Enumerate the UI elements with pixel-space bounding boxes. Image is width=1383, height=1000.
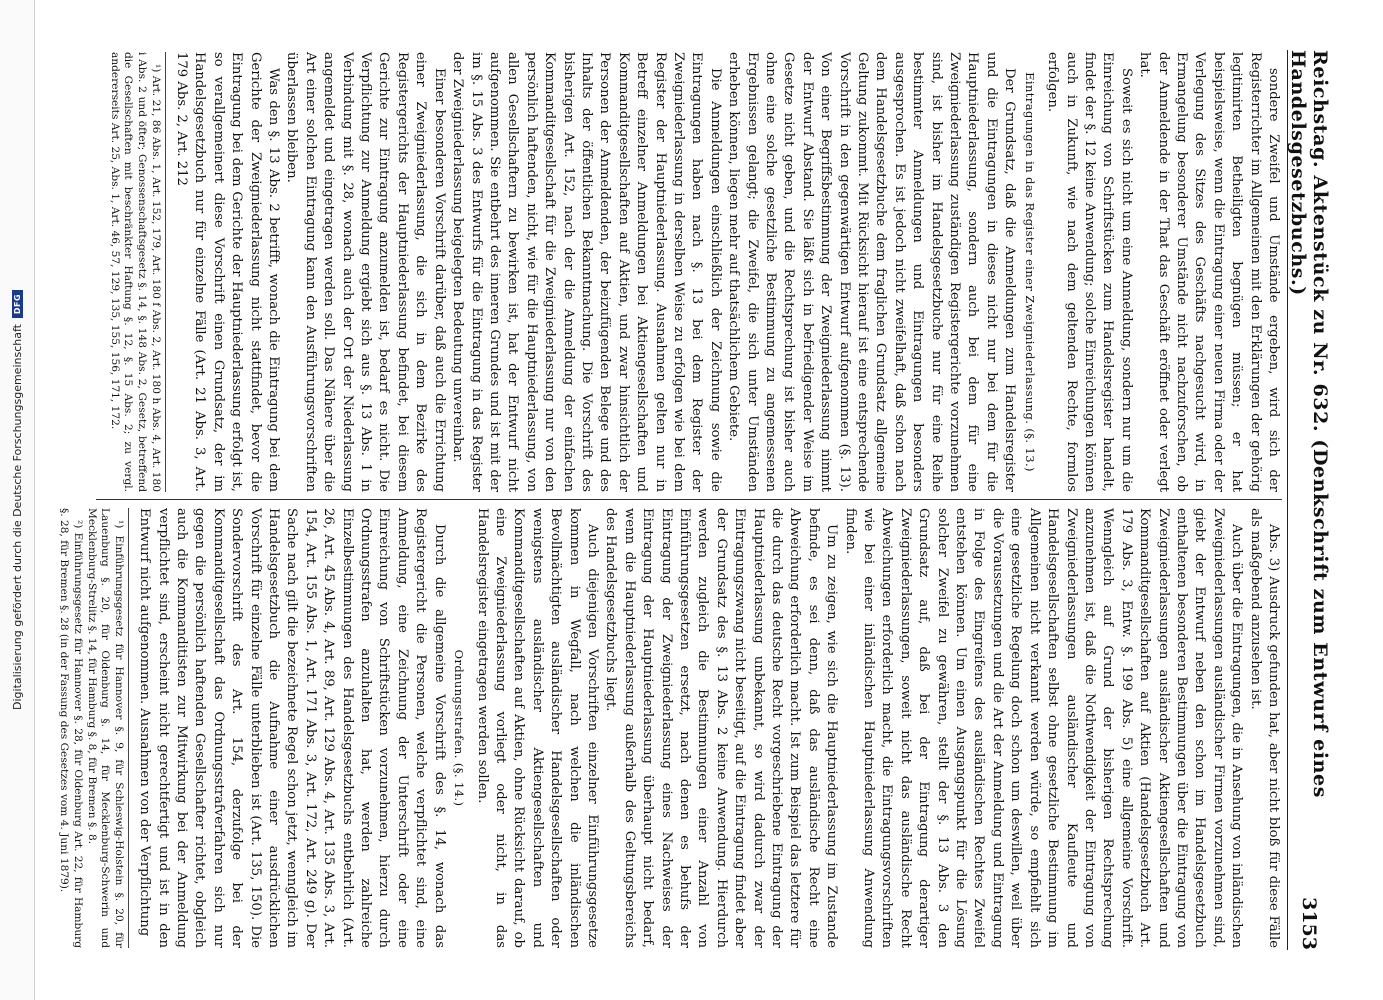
- dfg-logo: DFG: [12, 290, 23, 318]
- paragraph: Auch über die Eintragungen, die in Ansehung von inländischen Zweigniederlassungen ausländischer Firmen vorzunehmen sind, giebt der Entwurf neben den schon im Handelsgesetzbuch enthaltenen besonderen Bestimmungen über die Eintragung von Zweigniederlassungen ausländischer Aktiengesellschaften und Kommanditgesellschaften auf Aktien (Handelsgesetzbuch Art. 179 Abs. 3, Entw. §. 199 Abs. 5) eine allgemeine Vorschrift. Wenngleich auf Grund der bisherigen Rechtsprechung anzunehmen ist, daß die Nothwendigkeit der Eintragung von Zweigniederlassungen ausländischer Kaufleute und Handelsgesellschaften selbst ohne gesetzliche Bestimmung im Allgemeinen nicht verkannt werden würde, so empfiehlt sich eine gesetzliche Regelung doch schon um deswillen, weil über die Voraussetzungen und die Art der Anmeldung und Eintragung in Folge des Eingreifens des ausländischen Rechtes Zweifel entstehen können. Um einen Ausgangspunkt für die Lösung solcher Zweifel zu gewähren, stellt der §. 13 Abs. 3 den Grundsatz auf, daß bei der Eintragung derartiger Zweigniederlassungen, soweit nicht das ausländische Recht Abweichungen erforderlich macht, die Eintragungsvorschriften wie bei einer inländischen Hauptniederlassung Anwendung finden.: [842, 508, 1245, 948]
- column-divider: [96, 499, 1282, 500]
- paragraph: Durch die allgemeine Vorschrift des §. 14, wonach das Registergericht die Personen, welche verpflichtet sind, eine Anmeldung, eine Zeichnung der Unterschrift oder eine Einreichung von Schriftstücken vorzunehmen, hierzu durch Ordnungsstrafen anzuhalten hat, werden zahlreiche Einzelbestimmungen des Handelsgesetzbuchs entbehrlich (Art. 26, Art. 45 Abs. 4, Art. 89, Art. 129 Abs. 4, Art. 135 Abs. 3, Art. 154, Art. 155 Abs. 1, Art. 171 Abs. 3, Art. 172, Art. 249 g). Der Sache nach gilt die bezeichnete Regel schon jetzt, wenngleich im Handelsgesetzbuch die Aufnahme einer ausdrücklichen Vorschrift für einzelne Fälle unterblieben ist (Art. 135, 150). Die Sondervorschrift des Art. 154, derzufolge bei der Kommanditgesellschaft das Ordnungsstrafverfahren sich nur gegen die persönlich haftenden Gesellschafter richtet, obgleich auch die Kommanditisten zur Mitwirkung bei der Anmeldung verpflichtet sind, erscheint nicht gerechtfertigt und ist in den Entwurf nicht aufgenommen. Ausnahmen von der Verpflichtung: [137, 508, 447, 948]
- paragraph: Einer besonderen Vorschrift darüber, daß auch die Errichtung einer Zweigniederlassung, die sich in dem Bezirke des Registergerichts der Hauptniederlassung befindet, bei diesem Gerichte zur Eintragung anzumelden ist, bedarf es nicht. Die Verpflichtung zur Anmeldung ergiebt sich aus §. 13 Abs. 1 in Verbindung mit §. 28, wonach auch der Ort der Niederlassung angemeldet und eingetragen werden soll. Das Nähere über die Art einer solchen Eintragung kann den Ausführungsvorschriften überlassen bleiben.: [284, 52, 447, 492]
- funding-credit: Digitalisierung gefördert durch die Deutsche Forschungsgemeinschaft: [10, 324, 24, 710]
- footnotes: [57, 508, 129, 948]
- paragraph: Der Grundsatz, daß die Anmeldungen zum Handelsregister und die Eintragungen in dieses nicht nur bei dem für die Hauptniederlassung, sondern auch bei dem für eine Zweigniederlassung zuständigen Registergerichte vorzunehmen sind, ist bisher im Handelsgesetzbuche nur für eine Reihe bestimmter Anmeldungen und Eintragungen besonders ausgesprochen. Es ist jedoch nicht zweifelhaft, daß schon nach dem Handelsgesetzbuche dem fraglichen Grundsatz allgemeine Geltung zukommt. Mit Rücksicht hierauf ist eine entsprechende Vorschrift in den gegenwärtigen Entwurf aufgenommen (§. 13). Von einer Begriffsbestimmung der Zweigniederlassung nimmt der Entwurf Abstand. Sie läßt sich in befriedigender Weise im Gesetze nicht geben, und die Rechtsprechung ist bisher auch ohne eine solche gesetzliche Bestimmung zu angemessenen Ergebnissen gelangt; die Zweifel, die sich unter Umständen erheben können, liegen mehr auf thatsächlichem Gebiete.: [726, 52, 1018, 492]
- running-head: [1287, 50, 1331, 950]
- paragraph: sondere Zweifel und Umstände ergeben, wird sich der Registerrichter im Allgemeinen mit den Erklärungen der gehörig legitimirten Betheiligten begnügen müssen; er hat beispielsweise, wenn die Eintragung einer neuen Firma oder der Verlegung des Sitzes des Geschäfts nachgesucht wird, in Ermangelung besonderer Umstände nicht nachzuforschen, ob der Anmeldende in der That das Geschäft eröffnet oder verlegt hat.: [1137, 52, 1281, 492]
- page-content: [58, 30, 1334, 970]
- right-column: [58, 508, 1282, 948]
- left-column: [96, 52, 1282, 492]
- digitization-sidebar: [0, 0, 35, 1000]
- scanned-page: [58, 30, 1334, 970]
- paragraph: Auch diejenigen Vorschriften einzelner Einführungsgesetze kommen in Wegfall, nach welchen die inländischen Bevollmächtigten ausländischer Handelsgesellschaften oder wenigstens ausländischer Aktiengesellschaften und Kommanditgesellschaften auf Aktien, ohne Rücksicht darauf, ob eine Zweigniederlassung vorliegt oder nicht, in das Handelsregister eingetragen werden sollen.: [474, 508, 600, 948]
- paragraph: Die Anmeldungen einschließlich der Zeichnung sowie die Eintragungen haben nach §. 13 bei dem Register der Zweigniederlassung in derselben Weise zu erfolgen wie bei dem Register der Hauptniederlassung. Ausnahmen gelten nur in Betreff einzelner Anmeldungen bei Aktiengesellschaften und Kommanditgesellschaften auf Aktien, und zwar hinsichtlich der Personen der Anmeldenden, der beizufügenden Belege und des Inhalts der öffentlichen Bekanntmachung. Die Vorschrift des bisherigen Art. 152, nach der die Anmeldung der einfachen Kommanditgesellschaft für die Zweigniederlassung nur von den persönlich haftenden, nicht, wie für die Hauptniederlassung, von allen Gesellschaftern zu bewirken ist, hat der Entwurf nicht aufgenommen. Sie entbehrt des inneren Grundes und ist mit der im §. 15 Abs. 3 des Entwurfs für die Eintragung in das Register der Zweigniederlassung beigelegten Bedeutung unvereinbar.: [450, 52, 723, 492]
- paragraph: Abs. 3) Ausdruck gefunden hat, aber nicht bloß für diese Fälle als maßgebend anzusehen ist.: [1247, 508, 1281, 948]
- footnotes: [107, 52, 165, 492]
- page-number: 3153: [1298, 897, 1320, 950]
- running-head-title: Reichstag. Aktenstück zu Nr. 632. (Denkschrift zum Entwurf eines Handelsgesetzbuchs.): [1287, 50, 1331, 799]
- sidebar-credit-line: [8, 30, 26, 970]
- footnote: ¹) Einführungsgesetz für Hannover §. 9, für Schleswig-Holstein §. 20, für Lauenburg §. 20, für Oldenburg §. 14, für Mecklenburg-Schwerin und Mecklenburg-Strelitz §. 14, für Hamburg §. 8, für Bremen §. 8.: [85, 508, 125, 948]
- paragraph: Soweit es sich nicht um eine Anmeldung, sondern nur um die Einreichung von Schriftstücken zum Handelsregister handelt, findet der §. 12 keine Anwendung; solche Einreichungen können auch in Zukunft, wie nach dem geltenden Rechte, formlos erfolgen.: [1045, 52, 1134, 492]
- section-heading: Eintragungen in das Register einer Zweigniederlassung. (§. 13.): [1022, 72, 1037, 472]
- footnote: ²) Einführungsgesetz für Hannover §. 28, für Oldenburg Art. 22, für Hamburg §. 28, für Bremen §. 28 (in der Fassung des Gesetzes vom 4. Juni 1879).: [58, 508, 85, 948]
- section-heading: Ordnungsstrafen. (§. 14.): [452, 649, 467, 807]
- footnote: ¹) Art. 21, 86 Abs. 1, Art. 152, 179, Art. 180 f Abs. 2, Art. 180 h Abs. 4, Art. 180 i Abs. 2 und öfter; Genossenschaftsgesetz §. 14, §. 148 Abs. 2, Gesetz, betreffend die Gesellschaften mit beschränkter Haftung §. 12, §. 15 Abs. 2; zu vergl. andererseits Art. 25, Abs. 1, Art. 46, 57, 129, 135, 155, 156, 171, 172.: [108, 52, 162, 492]
- paragraph: Um zu zeigen, wie sich die Hauptniederlassung im Zustande befinde, es sei denn, daß das ausländische Recht eine Abweichung erforderlich macht. Ist zum Beispiel das letztere für die durch das deutsche Recht vorgeschriebene Eintragung der Hauptniederlassung unbekannt, so wird dadurch zwar der Eintragungszwang nicht beseitigt, auf die Eintragung findet aber der Grundsatz des §. 13 Abs. 2 keine Anwendung. Hierdurch werden zugleich die Bestimmungen einer Anzahl von Einführungsgesetzen ersetzt, nach denen es behufs der Eintragung der Zweigniederlassung eines Nachweises der Eintragung der Hauptniederlassung überhaupt nicht bedarf, wenn die Hauptniederlassung außerhalb des Geltungsbereichs des Handelsgesetzbuchs liegt.: [603, 508, 840, 948]
- paragraph: Was den §. 13 Abs. 2 betrifft, wonach die Eintragung bei dem Gerichte der Zweigniederlassung nicht stattfindet, bevor die Eintragung bei dem Gerichte der Hauptniederlassung erfolgt ist, so verallgemeinert diese Vorschrift einen Grundsatz, der im Handelsgesetzbuch nur für einzelne Fälle (Art. 21 Abs. 3, Art. 179 Abs. 2, Art. 212: [174, 52, 282, 492]
- header-rule: [1287, 50, 1288, 950]
